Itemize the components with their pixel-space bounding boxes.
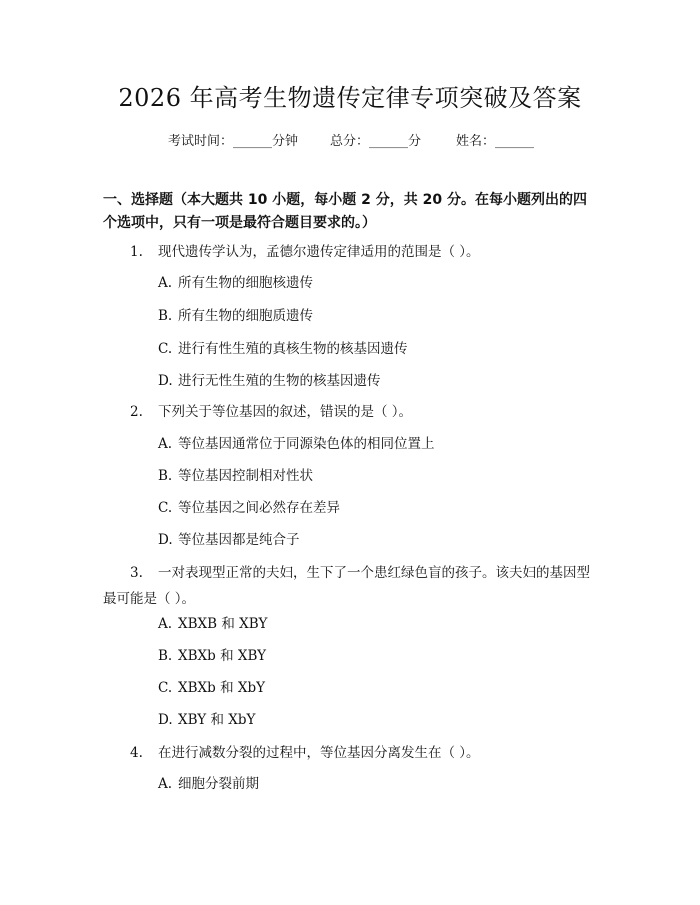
question-2 [103,401,595,423]
option-c [158,678,265,698]
option-a [158,434,435,454]
option-letter: C. [158,341,173,357]
option-letter: A. [158,275,173,291]
question-text-line-2: 最可能是（ ）。 [103,591,196,607]
option-letter: B. [158,648,173,664]
option-text: XBXb 和 XBY [178,648,267,664]
option-d [158,530,300,550]
option-b [158,306,313,326]
option-a [158,273,313,293]
question-number: 2. [130,404,143,420]
question-text-line-1: 一对表现型正常的夫妇，生下了一个患红绿色盲的孩子。该夫妇的基因型 [158,565,590,581]
question-text: 现代遗传学认为，孟德尔遗传定律适用的范围是（ ）。 [158,244,480,260]
option-text: 所有生物的细胞质遗传 [178,308,313,324]
option-text: 等位基因都是纯合子 [178,532,300,548]
exam-meta [0,132,700,152]
option-c [158,339,408,359]
option-letter: D. [158,712,173,728]
option-text: 进行有性生殖的真核生物的核基因遗传 [178,341,408,357]
option-text: 细胞分裂前期 [178,776,259,792]
question-number: 4. [130,745,143,761]
option-text: 等位基因通常位于同源染色体的相同位置上 [178,436,435,452]
option-text: XBXb 和 XbY [178,680,266,696]
question-text: 下列关于等位基因的叙述，错误的是（ ）。 [158,404,413,420]
option-text: 进行无性生殖的生物的核基因遗传 [178,373,381,389]
option-c [158,498,340,518]
option-letter: D. [158,373,173,389]
document-title: 2026 年高考生物遗传定律专项突破及答案 [118,84,582,112]
student-name-field: 姓名：______ [456,134,535,149]
section-heading: 一、选择题（本大题共 10 小题，每小题 2 分，共 20 分。在每小题列出的四个选项中，只有一项是最符合题目要求的。） [103,192,587,231]
option-text: 等位基因之间必然存在差异 [178,500,340,516]
option-a [158,614,267,634]
question-3 [103,562,595,610]
option-d [158,710,255,730]
option-letter: D. [158,532,173,548]
question-1 [103,241,595,263]
option-letter: C. [158,500,173,516]
option-letter: A. [158,616,173,632]
option-b [158,646,266,666]
option-text: 所有生物的细胞核遗传 [178,275,313,291]
option-letter: B. [158,308,173,324]
option-a [158,774,259,794]
option-text: XBXB 和 XBY [178,616,268,632]
option-letter: C. [158,680,173,696]
question-number: 1. [130,244,143,260]
option-letter: B. [158,468,173,484]
option-d [158,371,381,391]
total-score-field: 总分：______分 [330,134,422,149]
question-number: 3. [130,565,143,581]
option-b [158,466,313,486]
question-text: 在进行减数分裂的过程中，等位基因分离发生在（ ）。 [158,745,480,761]
option-text: 等位基因控制相对性状 [178,468,313,484]
option-letter: A. [158,436,173,452]
question-4 [103,742,595,764]
option-letter: A. [158,776,173,792]
exam-time-field: 考试时间：______分钟 [168,134,299,149]
option-text: XBY 和 XbY [178,712,256,728]
